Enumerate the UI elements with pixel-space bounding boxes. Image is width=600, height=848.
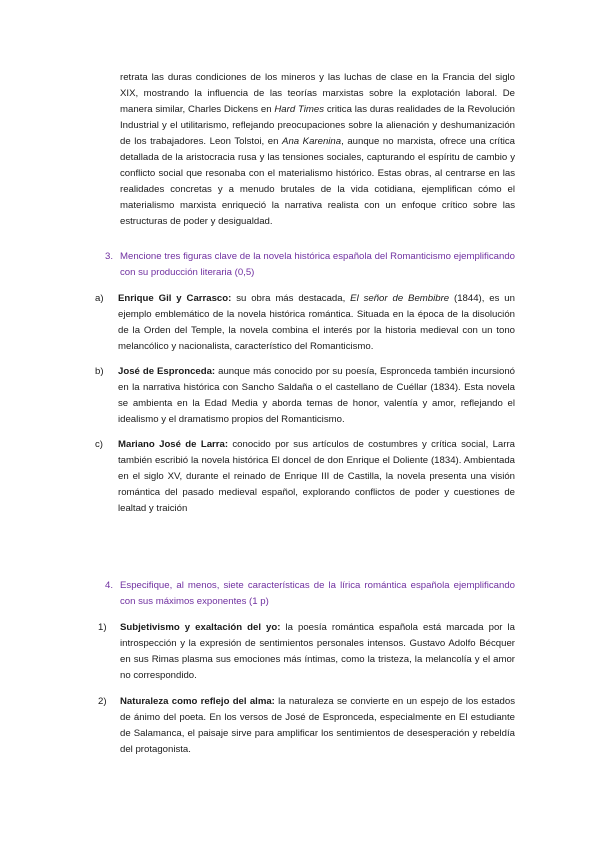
work-title-hard-times: Hard Times	[274, 104, 325, 115]
author-name: José de Espronceda:	[118, 366, 216, 377]
list-marker: 2)	[98, 696, 107, 707]
list-marker: c)	[95, 439, 103, 450]
answer-item-a: a) Enrique Gil y Carrasco: su obra más destacada, El señor de Bembibre (1844), es un ejemplo emblemático de la novela histórica romántica. Situada en la época de la disolución de la Orden del Temple, la novela combina el interés por la historia medieval con un tono melancólico y nacionalista, característico del Romanticismo.	[95, 293, 515, 352]
answer-item-b: b) José de Espronceda: aunque más conocido por su poesía, Espronceda también incursionó en la narrativa histórica con Sancho Saldaña o el castellano de Cuéllar (1834). Esta novela se ambienta en la Edad Media y aborda temas de honor, valentía y amor, reflejando el idealismo y el dramatismo propios del Romanticismo.	[95, 366, 515, 425]
question-4-number: 4.	[105, 580, 114, 591]
list-marker: a)	[95, 293, 104, 304]
work-title-ana-karenina: Ana Karenina	[282, 136, 342, 147]
answer-item-1: 1) Subjetivismo y exaltación del yo: la poesía romántica española está marcada por la introspección y la expresión de sentimientos personales intensos. Gustavo Adolfo Bécquer en sus Rimas plasma sus emociones más íntimas, como la tristeza, la melancolía y el amor no correspondido.	[98, 622, 515, 681]
author-name: Mariano José de Larra:	[118, 439, 229, 450]
question-3-text: Mencione tres figuras clave de la novela histórica española del Romanticismo ejemplificando con su producción literaria (0,5)	[120, 251, 515, 278]
intro-paragraph: retrata las duras condiciones de los mineros y las luchas de clase en la Francia del siglo XIX, mostrando la influencia de las teorías marxistas sobre la explotación laboral. De manera similar, Charles Dickens en Hard Times critica las duras realidades de la Revolución Industrial y el utilitarismo, reflejando preocupaciones sobre la alienación y deshumanización de los trabajadores. Leon Tolstoi, en Ana Karenina, aunque no marxista, ofrece una crítica detallada de la aristocracia rusa y las tensiones sociales, capturando el espíritu de cambio y conflicto social que resonaba con el materialismo histórico. Estas obras, al centrarse en las realidades concretas y a menudo brutales de la vida cotidiana, ejemplifican cómo el materialismo marxista enriqueció la narrativa realista con un enfoque crítico sobre las estructuras de poder y desigualdad.	[120, 72, 516, 227]
author-name: Enrique Gil y Carrasco:	[118, 293, 232, 304]
answer-item-c: c) Mariano José de Larra: conocido por sus artículos de costumbres y crítica social, Larra también escribió la novela histórica El doncel de don Enrique el Doliente (1834). Ambientada en el siglo XV, durante el reinado de Enrique III de Castilla, la novela presenta una visión romántica del pasado medieval español, explorando conflictos de poder y cuestiones de lealtad y traición	[95, 439, 515, 514]
question-4-text: Especifique, al menos, siete características de la lírica romántica española ejemplificando con sus máximos exponentes (1 p)	[120, 580, 515, 607]
list-marker: 1)	[98, 622, 107, 633]
feature-name: Naturaleza como reflejo del alma:	[120, 696, 275, 707]
answer-item-2: 2) Naturaleza como reflejo del alma: la naturaleza se convierte en un espejo de los estados de ánimo del poeta. En los versos de José de Espronceda, especialmente en El estudiante de Salamanca, el paisaje sirve para amplificar los sentimientos de desesperación y rebeldía del protagonista.	[98, 696, 516, 755]
question-3	[105, 249, 515, 281]
work-title: El señor de Bembibre	[350, 293, 450, 304]
list-marker: b)	[95, 366, 104, 377]
question-4	[105, 578, 515, 610]
feature-name: Subjetivismo y exaltación del yo:	[120, 622, 281, 633]
question-3-number: 3.	[105, 251, 114, 262]
